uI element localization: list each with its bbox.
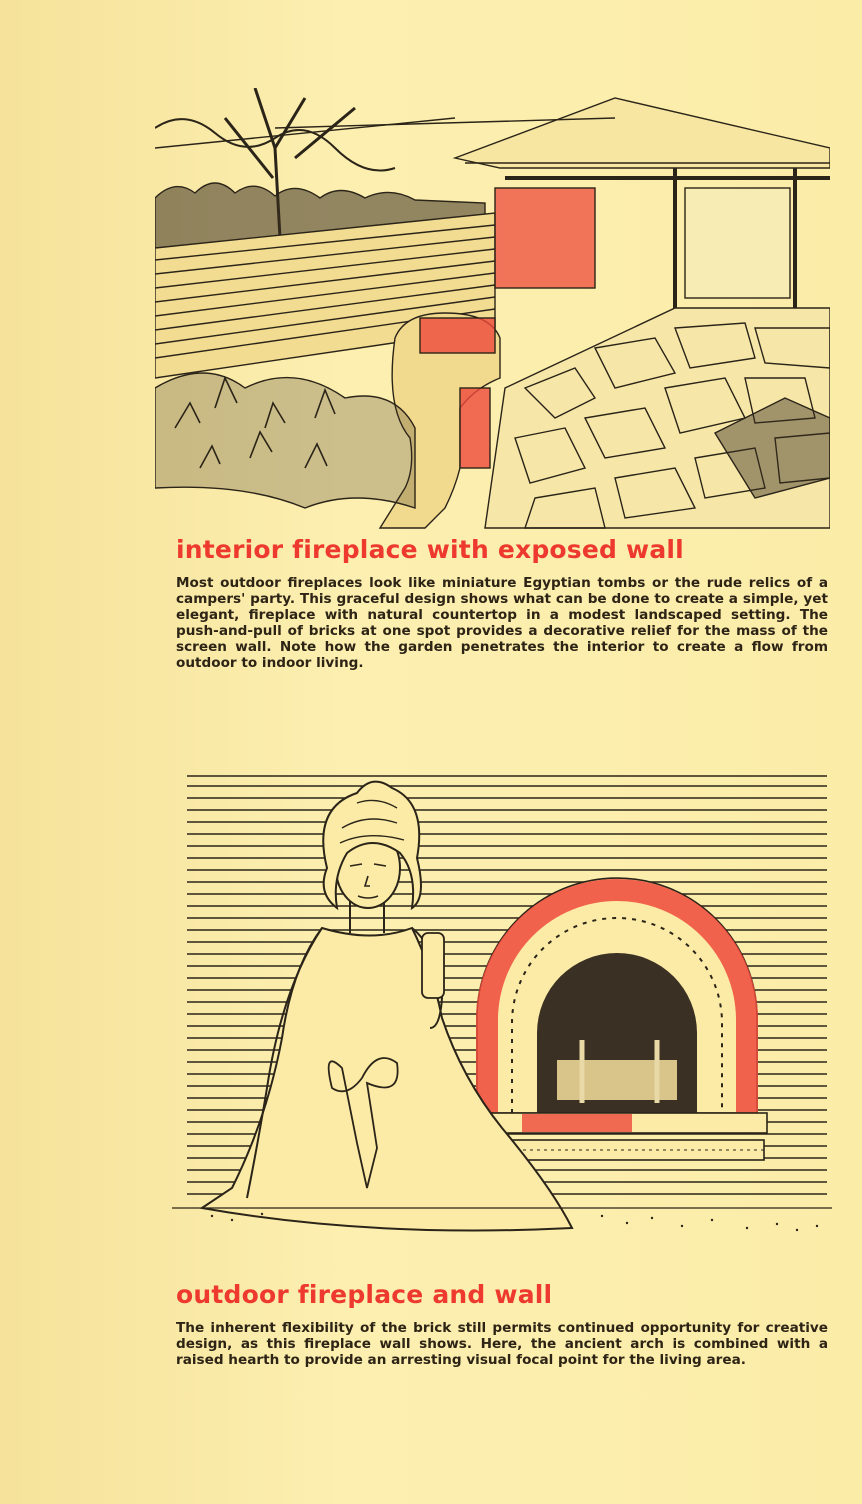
arched-fireplace-illustration xyxy=(172,768,832,1253)
section-title-outdoor-fireplace: outdoor fireplace and wall xyxy=(176,1280,553,1309)
section-title-interior-fireplace: interior fireplace with exposed wall xyxy=(176,535,684,564)
section-body-interior-fireplace: Most outdoor fireplaces look like miniature Egyptian tombs or the rude relics of a campers' party. This graceful design shows what can be done to create a simple, yet elegant, fireplace with natural countertop in a modest landscaped setting. The push-and-pull of bricks at one spot provides a decorative relief for the mass of the screen wall. Note how the garden penetrates the interior to create a flow from outdoor to indoor living. xyxy=(176,575,828,671)
section-body-outdoor-fireplace: The inherent flexibility of the brick still permits continued opportunity for creative design, as this fireplace wall shows. Here, the ancient arch is combined with a raised hearth to provide an arresting visual focal point for the living area. xyxy=(176,1320,828,1368)
patio-fireplace-illustration xyxy=(155,88,830,533)
